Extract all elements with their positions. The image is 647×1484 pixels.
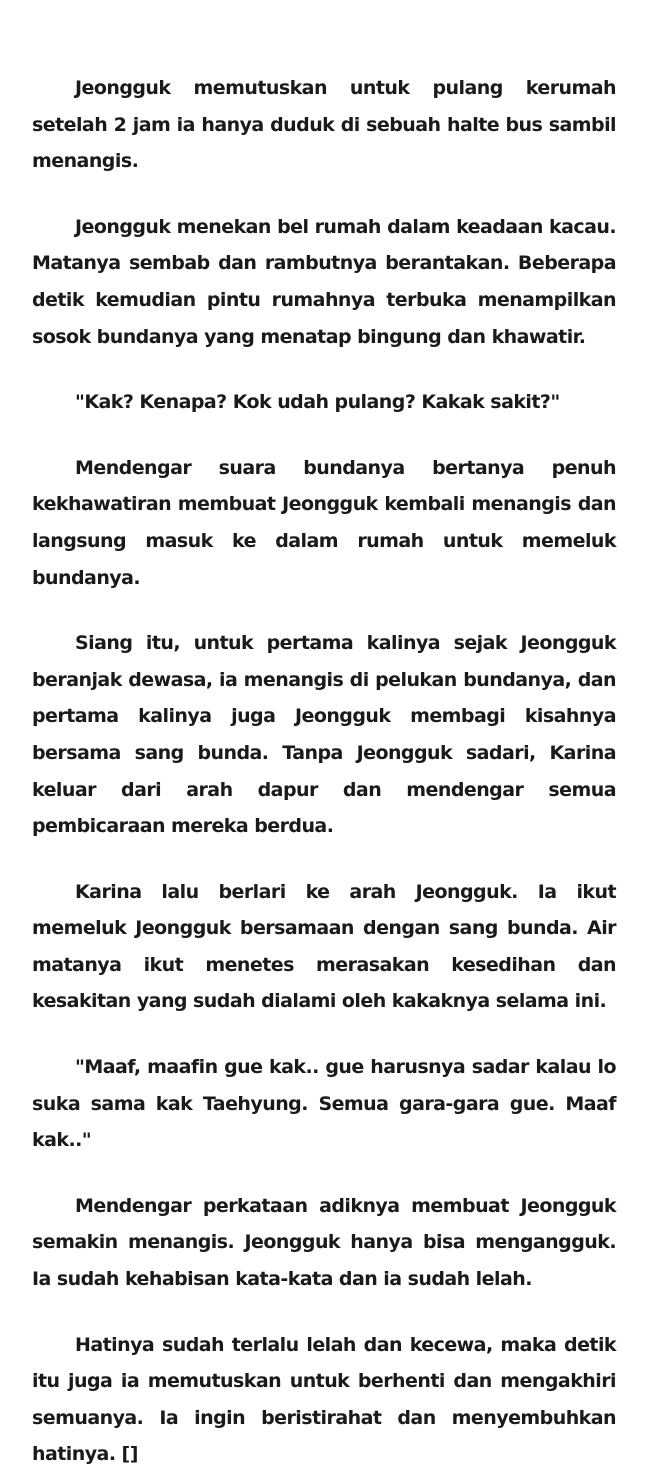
story-paragraph-8: Mendengar perkataan adiknya membuat Jeongguk semakin menangis. Jeongguk hanya bisa mengangguk. Ia sudah kehabisan kata-kata dan ia sudah lelah. — [32, 1194, 616, 1291]
story-paragraph-7: "Maaf, maafin gue kak.. gue harusnya sadar kalau lo suka sama kak Taehyung. Semua gara-gara gue. Maaf kak.." — [32, 1056, 616, 1152]
story-paragraph-1: Jeongguk memutuskan untuk pulang kerumah setelah 2 jam ia hanya duduk di sebuah halte bus sambil menangis. — [32, 77, 616, 173]
story-paragraph-5: Siang itu, untuk pertama kalinya sejak Jeongguk beranjak dewasa, ia menangis di pelukan bundanya, dan pertama kalinya juga Jeongguk membagi kisahnya bersama sang bunda. Tanpa Jeongguk sadari, Karina keluar dari arah dapur dan mendengar semua pembicaraan mereka berdua. — [32, 632, 616, 838]
story-text-body — [32, 70, 616, 1473]
story-paragraph-3: "Kak? Kenapa? Kok udah pulang? Kakak sakit?" — [75, 391, 560, 414]
story-paragraph-4: Mendengar suara bundanya bertanya penuh kekhawatiran membuat Jeongguk kembali menangis dan langsung masuk ke dalam rumah untuk memeluk bundanya. — [32, 456, 616, 589]
story-paragraph-2: Jeongguk menekan bel rumah dalam keadaan kacau. Matanya sembab dan rambutnya berantakan. Beberapa detik kemudian pintu rumahnya terbuka menampilkan sosok bundanya yang menatap bingung dan khawatir. — [32, 215, 616, 348]
story-paragraph-9: Hatinya sudah terlalu lelah dan kecewa, maka detik itu juga ia memutuskan untuk berhenti dan mengakhiri semuanya. Ia ingin beristirahat dan menyembuhkan hatinya. [] — [32, 1333, 616, 1466]
story-paragraph-6: Karina lalu berlari ke arah Jeongguk. Ia ikut memeluk Jeongguk bersamaan dengan sang bunda. Air matanya ikut menetes merasakan kesedihan dan kesakitan yang sudah dialami oleh kakaknya selama ini. — [32, 880, 616, 1013]
